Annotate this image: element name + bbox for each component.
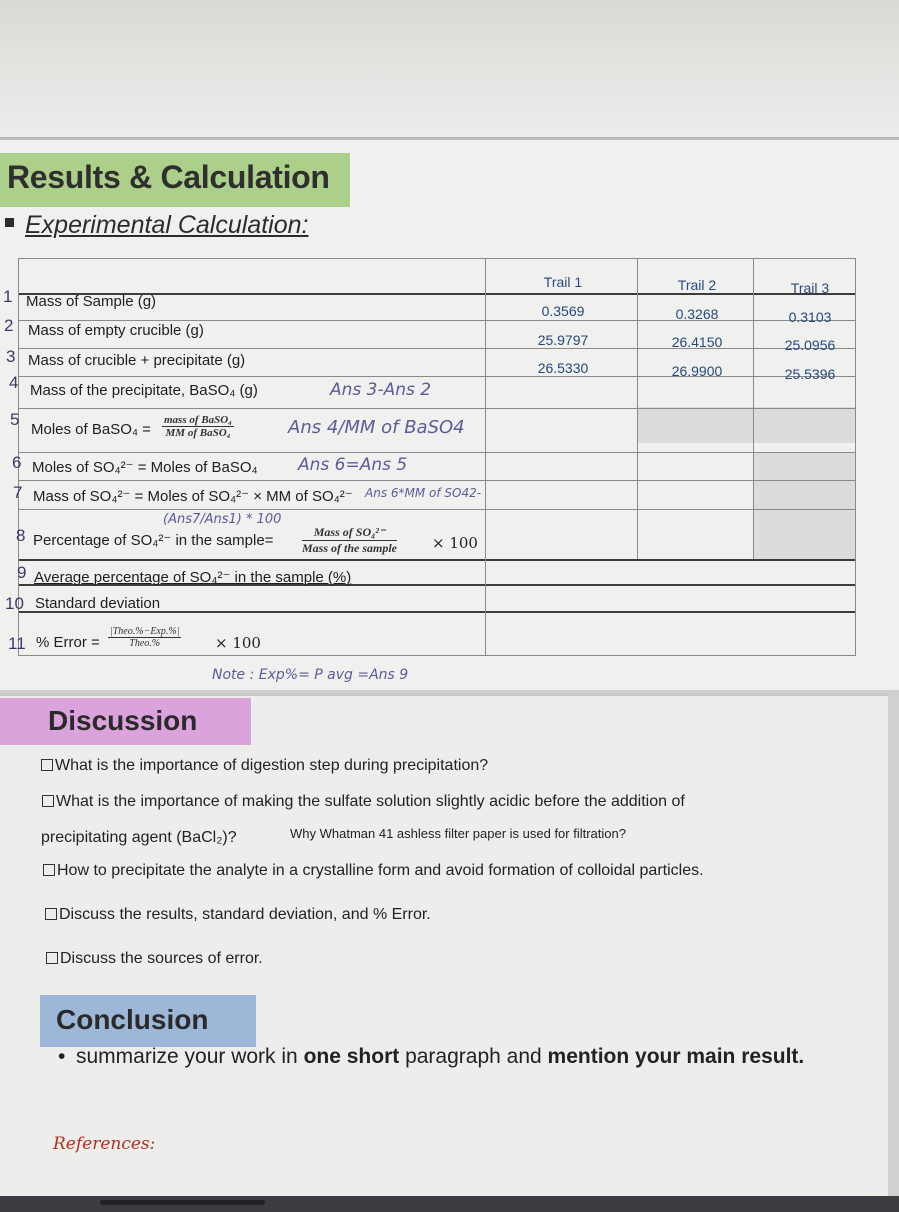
photo-background [0,0,899,140]
row-label: Standard deviation [35,595,161,612]
checkbox-icon [46,952,58,964]
conclusion-title: Conclusion [40,995,256,1047]
row2-trial2: 26.4150 [671,334,723,350]
fraction [302,525,397,556]
row-label: Mass of Sample (g) [26,293,157,310]
row-number: 8 [16,526,26,545]
row1-trial1: 0.3569 [541,303,585,319]
row-label: Mass of the precipitate, BaSO₄ (g) [30,382,258,399]
row-label: Mass of SO₄²⁻ = Moles of SO₄²⁻ × MM of SO₄²⁻ [33,488,353,505]
row3-trial1: 26.5330 [537,360,589,376]
row-note: (Ans7/Ans1) * 100 [163,512,282,527]
discussion-question: Why Whatman 41 ashless filter paper is used for filtration? [290,826,626,841]
fraction-denominator: MM of BaSO₄ [165,427,231,439]
fraction-numerator: |Theo.%−Exp.%| [110,626,180,637]
row-number: 7 [13,483,23,502]
row-label: Mass of crucible + precipitate (g) [28,352,246,369]
bottom-handle [100,1200,265,1205]
trial-3-header: Trail 3 [790,280,830,296]
discussion-question-continued: precipitating agent (BaCl₂)? [41,829,237,846]
row-label: % Error = [36,634,100,651]
row-number: 11 [8,634,26,653]
fraction-numerator: mass of BaSO₄ [164,414,233,426]
row-label: Mass of empty crucible (g) [28,322,204,339]
times-100: × 100 [215,634,261,652]
checkbox-icon [41,759,53,771]
shaded-cell [637,407,753,443]
row-note: Ans 4/MM of BaSO4 [288,417,465,438]
results-title: Results & Calculation [0,153,350,207]
conclusion-bullet: • summarize your work in one short paragraph and mention your main result. [58,1040,818,1073]
row-number: 5 [10,410,20,429]
references-label: References: [53,1134,156,1154]
row-label: Moles of BaSO₄ = [31,421,151,438]
row-number: 3 [6,347,16,366]
row-number: 10 [5,594,24,613]
row-number: 6 [12,453,22,472]
bullet-square-icon [5,218,14,227]
row-label: Average percentage of SO₄²⁻ in the sample (%) [34,569,352,586]
checkbox-icon [42,795,54,807]
experimental-subtitle: Experimental Calculation: [25,211,309,239]
fraction [108,626,181,649]
checkbox-icon [45,908,57,920]
discussion-question: What is the importance of digestion step during precipitation? [41,757,488,775]
fraction-denominator: Theo.% [129,638,161,649]
row2-trial1: 25.9797 [537,332,589,348]
discussion-question: What is the importance of making the sulfate solution slightly acidic before the addition of [42,793,685,811]
row1-trial2: 0.3268 [675,306,719,322]
row-note: Ans 6=Ans 5 [298,455,408,475]
row-note: Ans 6*MM of SO42- [365,486,482,500]
row-number: 9 [17,563,27,582]
trial-1-header: Trail 1 [543,274,583,290]
shaded-cell [753,407,856,443]
bullet-dot-icon: • [58,1045,66,1068]
discussion-question: How to precipitate the analyte in a crystalline form and avoid formation of colloidal particles. [43,862,704,880]
row3-trial2: 26.9900 [671,363,723,379]
row-number: 1 [3,287,13,306]
fraction [162,414,234,439]
discussion-question: Discuss the sources of error. [46,950,263,968]
footnote: Note : Exp%= P avg =Ans 9 [212,667,409,683]
fraction-denominator: Mass of the sample [302,541,398,555]
row3-trial3: 25.5396 [784,366,836,382]
shaded-cell [753,510,856,560]
row-label: Moles of SO₄²⁻ = Moles of BaSO₄ [32,459,258,476]
trial-2-header: Trail 2 [677,277,717,293]
discussion-title: Discussion [0,698,251,745]
row-note: Ans 3-Ans 2 [330,380,432,400]
fraction-numerator: Mass of SO₄²⁻ [302,525,397,541]
row1-trial3: 0.3103 [788,309,832,325]
row-number: 2 [4,316,14,335]
discussion-question: Discuss the results, standard deviation, and % Error. [45,906,431,924]
row2-trial3: 25.0956 [784,337,836,353]
times-100: × 100 [432,534,478,552]
checkbox-icon [43,864,55,876]
row-label: Percentage of SO₄²⁻ in the sample= [33,532,274,549]
row-number: 4 [9,373,19,392]
